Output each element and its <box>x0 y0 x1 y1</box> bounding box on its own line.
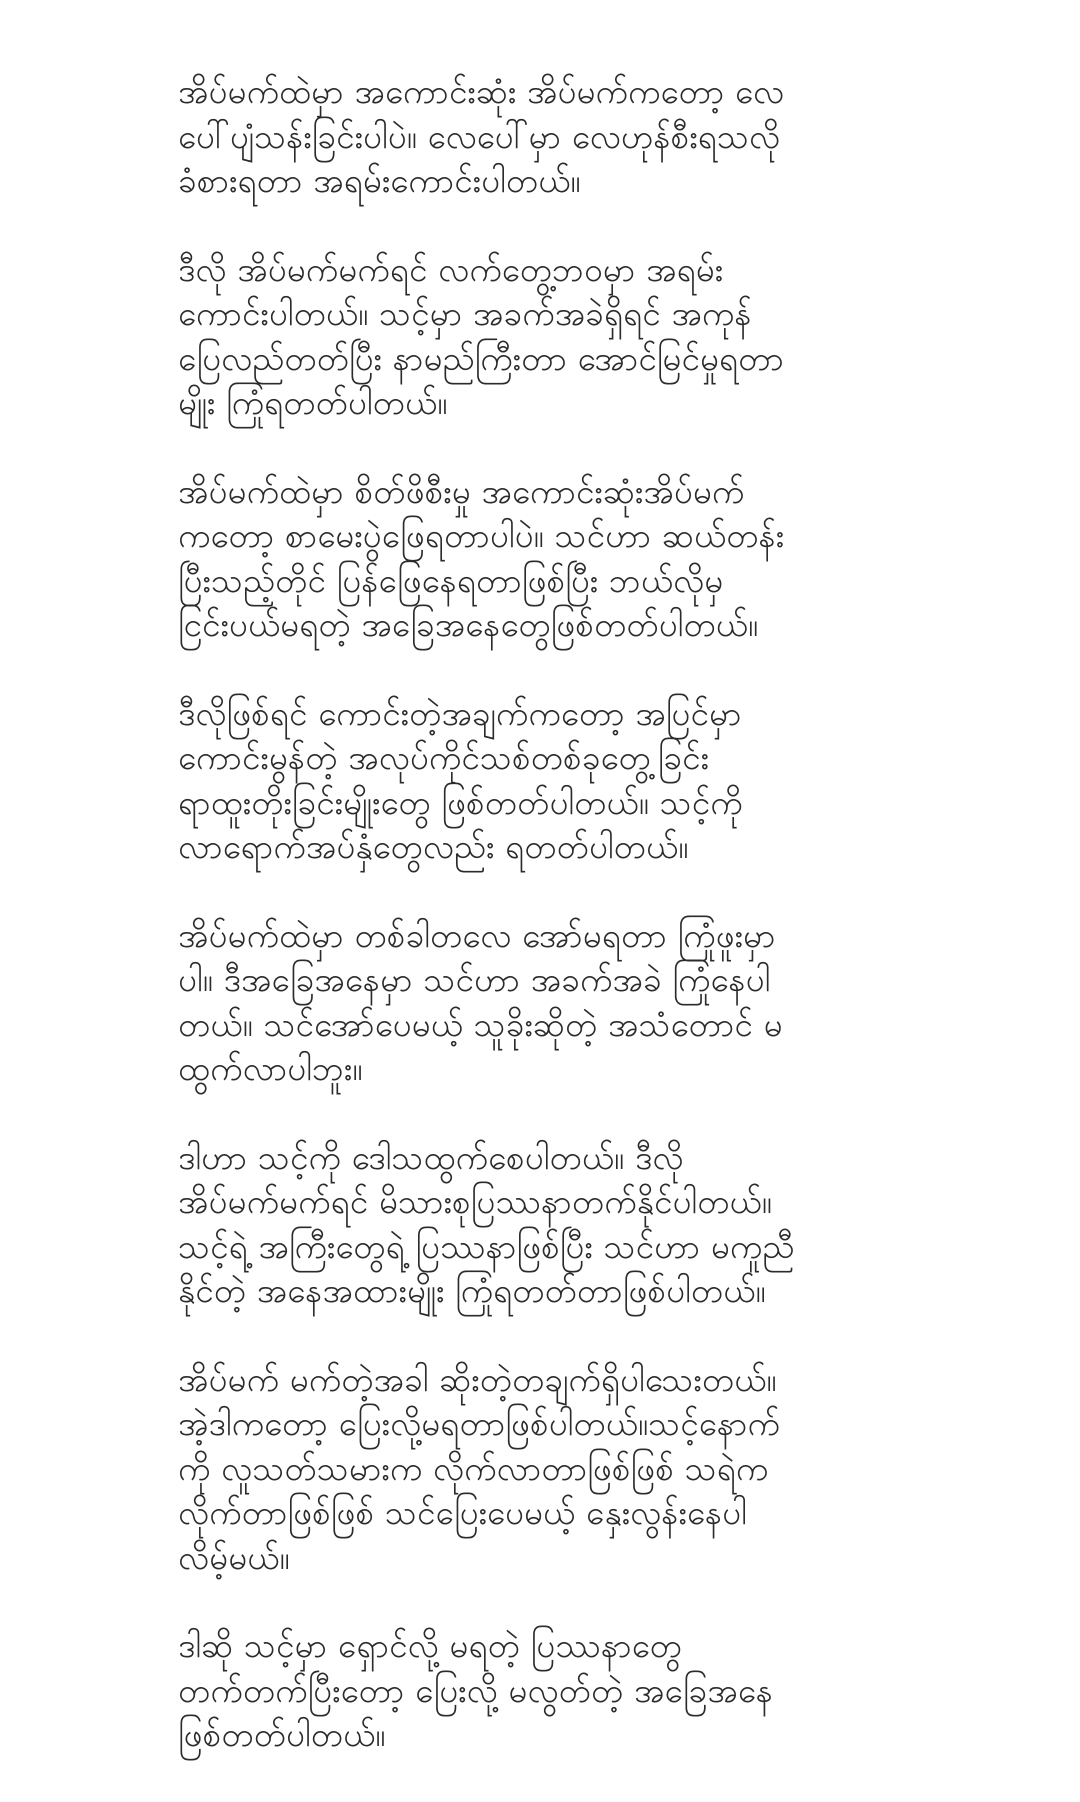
text-line: ခံစားရတာ အရမ်းကောင်းပါတယ်။ <box>178 161 581 200</box>
text-line: ထွက်လာပါဘူး။ <box>178 1049 363 1088</box>
text-line: သင့်ရဲ့ အကြီးတွေရဲ့ ပြဿနာဖြစ်ပြီး သင်ဟာ မကူညီ <box>178 1226 795 1266</box>
paragraph-7 <box>178 1358 918 1581</box>
text-line: ဒီလို အိပ်မက်မက်ရင် လက်တွေ့ဘဝမှာ အရမ်း <box>178 249 724 289</box>
text-line: ပါ။ ဒီအခြေအနေမှာ သင်ဟာ အခက်အခဲ ကြုံနေပါ <box>178 960 771 999</box>
text-line: လိမ့်မယ်။ <box>178 1537 290 1577</box>
text-line: ကောင်းပါတယ်။ သင့်မှာ အခက်အခဲရှိရင် အကုန် <box>178 294 752 333</box>
text-line: လိုက်တာဖြစ်ဖြစ် သင်ပြေးပေမယ့် နှေးလွန်းနေပါ <box>178 1493 747 1532</box>
text-line: အိပ်မက်ထဲမှာ အကောင်းဆုံး အိပ်မက်ကတော့ လေ <box>178 72 785 111</box>
text-line: ကောင်းမွန်တဲ့ အလုပ်ကိုင်သစ်တစ်ခုတွေ့ခြင်း <box>178 738 710 777</box>
text-line: ကို လူသတ်သမားက လိုက်လာတာဖြစ်ဖြစ် သရဲက <box>178 1448 769 1488</box>
paragraph-8 <box>178 1624 918 1758</box>
text-line: အိပ်မက်ထဲမှာ တစ်ခါတလေ အော်မရတာ ကြုံဖူးမှာ <box>178 915 776 955</box>
text-line: ဒီလိုဖြစ်ရင် ကောင်းတဲ့အချက်ကတော့ အပြင်မှာ <box>178 693 742 733</box>
text-line: အဲ့ဒါကတော့ ပြေးလို့မရတာဖြစ်ပါတယ်။သင့်နောက် <box>178 1404 781 1443</box>
text-line: လာရောက်အပ်နှံတွေလည်း ရတတ်ပါတယ်။ <box>178 827 689 866</box>
text-line: အိပ်မက် မက်တဲ့အခါ ဆိုးတဲ့တချက်ရှိပါသေးတယ်။ <box>178 1359 777 1399</box>
text-line: ဖြစ်တတ်ပါတယ်။ <box>178 1715 386 1754</box>
text-line: ဒါဆို သင့်မှာ ရှောင်လို့ မရတဲ့ ပြဿနာတွေ <box>178 1626 682 1665</box>
paragraph-5 <box>178 914 918 1092</box>
article-body <box>178 70 918 1802</box>
text-line: ပြေလည်တတ်ပြီး နာမည်ကြီးတာ အောင်မြင်မှုရတာ <box>178 338 785 378</box>
paragraph-2 <box>178 248 918 426</box>
paragraph-4 <box>178 692 918 870</box>
text-line: တယ်။ သင်အော်ပေမယ့် သူခိုးဆိုတဲ့ အသံတောင် မ <box>178 1004 783 1044</box>
text-line: ဒါဟာ သင့်ကို ဒေါသထွက်စေပါတယ်။ ဒီလို <box>178 1137 684 1177</box>
text-line: အိပ်မက်ထဲမှာ စိတ်ဖိစီးမှု အကောင်းဆုံးအိပ်မက် <box>178 471 745 511</box>
paragraph-1 <box>178 70 918 204</box>
text-line: ရာထူးတိုးခြင်းမျိုးတွေ ဖြစ်တတ်ပါတယ်။ သင့်ကို <box>178 782 743 822</box>
text-line: ပေါ်ပျံသန်းခြင်းပါပဲ။ လေပေါ်မှာ လေဟုန်စီးရသလို <box>178 116 781 156</box>
text-line: တက်တက်ပြီးတော့ ပြေးလို့ မလွတ်တဲ့ အခြေအနေ <box>178 1670 774 1710</box>
text-line: အိပ်မက်မက်ရင် မိသားစုပြဿနာတက်နိုင်ပါတယ်။ <box>178 1182 772 1221</box>
paragraph-3 <box>178 470 918 648</box>
text-line: နိုင်တဲ့ အနေအထားမျိုး ကြုံရတတ်တာဖြစ်ပါတယ်။ <box>178 1271 766 1310</box>
text-line: ကတော့ စာမေးပွဲဖြေရတာပါပဲ။ သင်ဟာ ဆယ်တန်း <box>178 516 785 555</box>
text-line: ပြီးသည့်တိုင် ပြန်ဖြေနေရတာဖြစ်ပြီး ဘယ်လိုမှ <box>178 560 724 600</box>
text-line: မျိုး ကြုံရတတ်ပါတယ်။ <box>178 383 448 422</box>
paragraph-6 <box>178 1136 918 1314</box>
text-line: ငြင်းပယ်မရတဲ့ အခြေအနေတွေဖြစ်တတ်ပါတယ်။ <box>178 605 759 644</box>
